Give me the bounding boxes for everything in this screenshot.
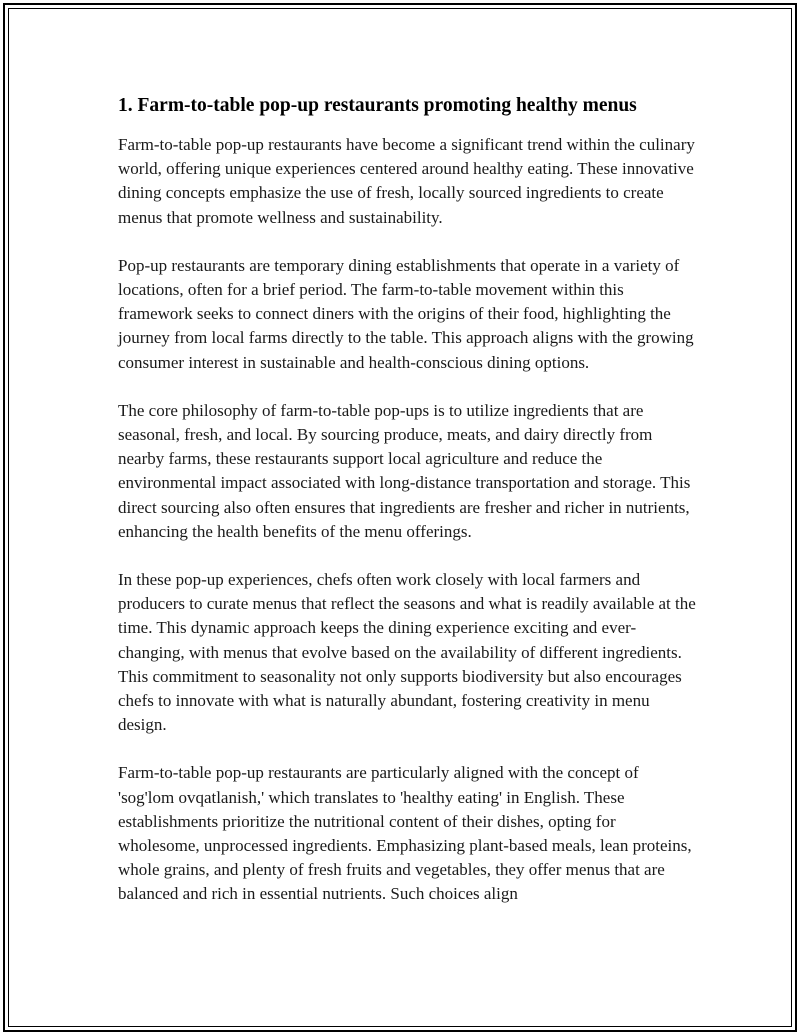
- section-heading: 1. Farm-to-table pop-up restaurants promoting healthy menus: [118, 95, 637, 116]
- paragraph-1: Farm-to-table pop-up restaurants have become a significant trend within the culinary world, offering unique experiences centered around healthy eating. These innovative dining concepts emphasize the use of fresh, locally sourced ingredients to create menus that promote wellness and sustainability.: [118, 135, 695, 227]
- paragraph-4: In these pop-up experiences, chefs often work closely with local farmers and producers to curate menus that reflect the seasons and what is readily available at the time. This dynamic approach keeps the dining experience exciting and ever-changing, with menus that evolve based on the availability of different ingredients. This commitment to seasonality not only supports biodiversity but also encourages chefs to innovate with what is naturally abundant, fostering creativity in menu design.: [118, 570, 696, 735]
- paragraph-5: Farm-to-table pop-up restaurants are particularly aligned with the concept of 'sog'lom ovqatlanish,' which translates to 'healthy eating' in English. These establishments prioritize the nutritional content of their dishes, opting for wholesome, unprocessed ingredients. Emphasizing plant-based meals, lean proteins, whole grains, and plenty of fresh fruits and vegetables, they offer menus that are balanced and rich in essential nutrients. Such choices align: [118, 763, 692, 904]
- paragraph-3: The core philosophy of farm-to-table pop-ups is to utilize ingredients that are seasonal, fresh, and local. By sourcing produce, meats, and dairy directly from nearby farms, these restaurants support local agriculture and reduce the environmental impact associated with long-distance transportation and storage. This direct sourcing also often ensures that ingredients are fresher and richer in nutrients, enhancing the health benefits of the menu offerings.: [118, 400, 691, 541]
- document-body: [118, 93, 698, 931]
- paragraph-2: Pop-up restaurants are temporary dining establishments that operate in a variety of locations, often for a brief period. The farm-to-table movement within this framework seeks to connect diners with the origins of their food, highlighting the journey from local farms directly to the table. This approach aligns with the growing consumer interest in sustainable and health-conscious dining options.: [118, 255, 694, 372]
